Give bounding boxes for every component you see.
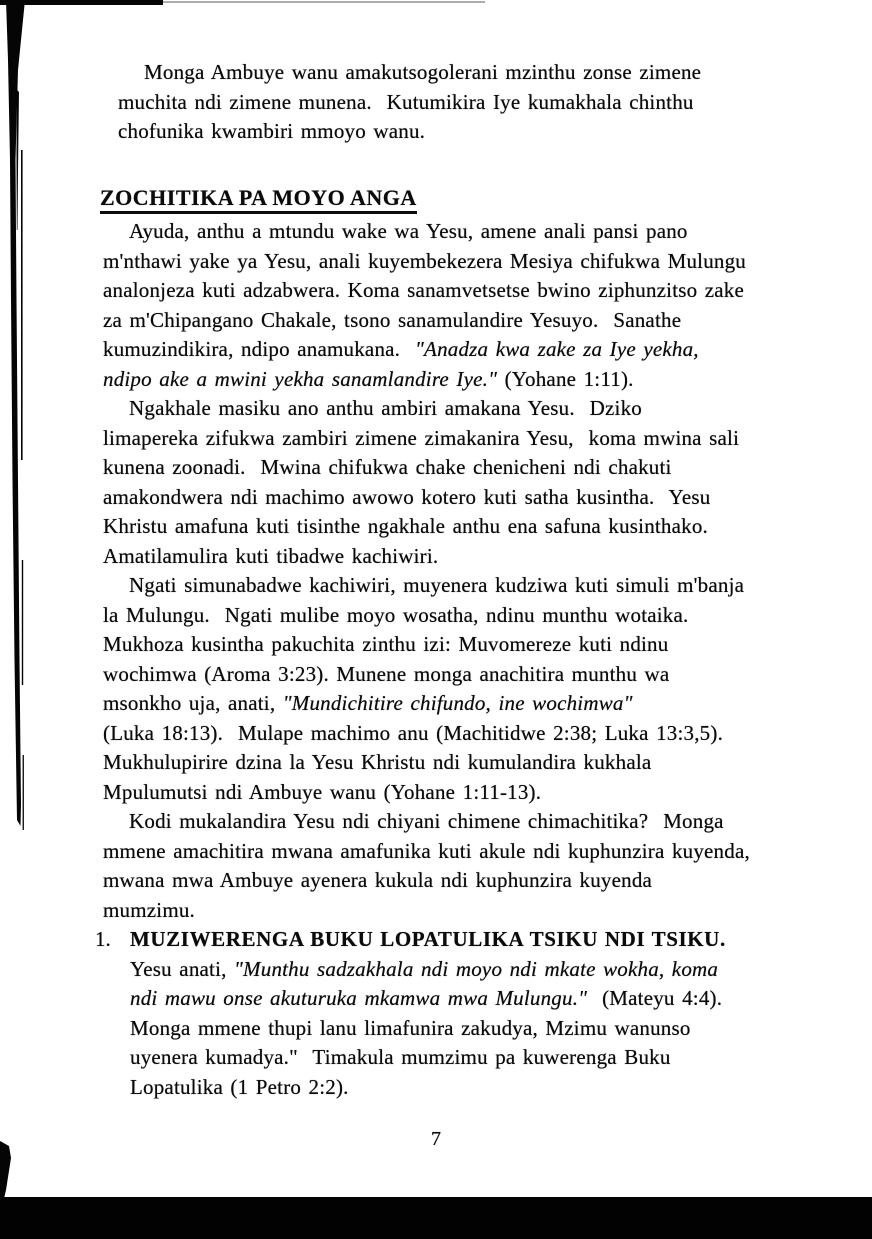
text-line bbox=[103, 306, 852, 336]
text-segment: mwana mwa Ambuye ayenera kukula ndi kuphunzira kuyenda bbox=[103, 868, 653, 892]
page-number: 7 bbox=[431, 1128, 441, 1150]
text-segment: m'nthawi yake ya Yesu, anali kuyembekezera Mesiya chifukwa Mulungu bbox=[103, 248, 746, 273]
text-line bbox=[103, 394, 852, 424]
text-line bbox=[118, 58, 852, 88]
text-segment: za m'Chipangano Chakale, tsono sanamulandire Yesuyo. Sanathe bbox=[103, 307, 682, 332]
text-line bbox=[118, 117, 852, 147]
text-segment: Yesu anati, bbox=[130, 956, 235, 981]
text-line bbox=[103, 453, 852, 483]
text-segment: msonkho uja, anati, bbox=[103, 691, 283, 715]
text-segment: amakondwera ndi machimo awowo kotero kuti satha kusintha. Yesu bbox=[103, 484, 711, 509]
text-segment: chofunika kwambiri mmoyo wanu. bbox=[118, 119, 426, 143]
text-line bbox=[130, 955, 852, 985]
text-line bbox=[103, 483, 852, 513]
section-heading-text: ZOCHITIKA PA MOYO ANGA bbox=[100, 185, 417, 214]
text-line bbox=[103, 276, 852, 306]
text-segment: (Yohane 1:11). bbox=[504, 366, 634, 391]
text-line bbox=[103, 689, 852, 719]
text-line bbox=[118, 88, 852, 118]
text-segment: muchita ndi zimene munena. Kutumikira Iye kumakhala chinthu bbox=[118, 89, 694, 114]
text-segment: analonjeza kuti adzabwera. Koma sanamvetsetse bwino ziphunzitso zake bbox=[103, 278, 745, 302]
text-line bbox=[103, 630, 852, 660]
text-segment: Kodi mukalandira Yesu ndi chiyani chimene chimachitika? Monga bbox=[129, 809, 724, 833]
text-line bbox=[130, 1043, 852, 1073]
list-item-number: 1. bbox=[95, 927, 111, 951]
text-line bbox=[103, 217, 852, 247]
text-line bbox=[103, 512, 852, 542]
text-segment: (Mateyu 4:4). bbox=[594, 986, 723, 1010]
text-segment: wochimwa (Aroma 3:23). Munene monga anachitira munthu wa bbox=[103, 661, 670, 686]
numbered-list-item bbox=[95, 925, 852, 1102]
text-line bbox=[103, 571, 852, 601]
paragraph bbox=[103, 571, 852, 807]
bottom-edge-scan-bar bbox=[0, 1197, 872, 1239]
text-segment: Khristu amafuna kuti tisinthe ngakhale anthu ena safuna kusinthako. bbox=[103, 514, 709, 538]
text-segment: (Luka 18:13). Mulape machimo anu (Machitidwe 2:38; Luka 13:3,5). bbox=[103, 720, 724, 745]
paragraph bbox=[118, 58, 852, 147]
text-line bbox=[103, 542, 852, 572]
text-segment: Ngakhale masiku ano anthu ambiri amakana Yesu. Dziko bbox=[129, 396, 642, 420]
text-line bbox=[103, 335, 852, 365]
text-line bbox=[103, 896, 852, 926]
text-segment: Amatilamulira kuti tibadwe kachiwiri. bbox=[103, 543, 439, 568]
text-segment: Monga mmene thupi lanu limafunira zakudya, Mzimu wanunso bbox=[130, 1015, 691, 1040]
scripture-quote-segment: "Anadza kwa zake za Iye yekha, bbox=[415, 337, 699, 361]
text-segment: Mukhoza kusintha pakuchita zinthu izi: Muvomereze kuti ndinu bbox=[103, 632, 669, 656]
text-segment: Mukhulupirire dzina la Yesu Khristu ndi kumulandira kukhala bbox=[103, 750, 652, 774]
text-segment: limapereka zifukwa zambiri zimene zimakanira Yesu, koma mwina sali bbox=[103, 425, 740, 450]
section-heading bbox=[100, 183, 852, 216]
text-line bbox=[103, 601, 852, 631]
list-item-body bbox=[130, 925, 852, 1102]
paragraph bbox=[103, 807, 852, 925]
text-segment: la Mulungu. Ngati mulibe moyo wosatha, ndinu munthu wotaika. bbox=[103, 602, 689, 627]
scripture-quote-segment: ndipo ake a mwini yekha sanamlandire Iye." bbox=[103, 366, 505, 391]
text-segment: Ngati simunabadwe kachiwiri, muyenera kudziwa kuti simuli m'banja bbox=[129, 573, 745, 597]
text-blocks bbox=[95, 58, 852, 1102]
scripture-quote-segment: ndi mawu onse akuturuka mkamwa mwa Mulungu." bbox=[130, 986, 595, 1010]
text-line bbox=[103, 837, 852, 867]
paragraph bbox=[103, 217, 852, 394]
text-line bbox=[103, 247, 852, 277]
text-segment: mumzimu. bbox=[103, 897, 196, 922]
text-segment: Mpulumutsi ndi Ambuye wanu (Yohane 1:11-13). bbox=[103, 779, 542, 804]
text-line bbox=[103, 748, 852, 778]
text-line bbox=[103, 778, 852, 808]
list-item-title: MUZIWERENGA BUKU LOPATULIKA TSIKU NDI TSIKU. bbox=[130, 927, 726, 951]
text-line bbox=[130, 1014, 852, 1044]
text-segment: uyenera kumadya." Timakula mumzimu pa kuwerenga Buku bbox=[130, 1045, 671, 1069]
top-edge-scan-line-faint bbox=[163, 1, 485, 3]
text-line bbox=[103, 424, 852, 454]
text-line bbox=[103, 719, 852, 749]
text-line bbox=[103, 660, 852, 690]
text-line bbox=[103, 807, 852, 837]
left-edge-scan-streak bbox=[0, 0, 30, 1239]
text-segment: Monga Ambuye wanu amakutsogolerani mzinthu zonse zimene bbox=[144, 60, 702, 84]
text-segment: kumuzindikira, ndipo anamukana. bbox=[103, 337, 416, 361]
scripture-quote-segment: "Mundichitire chifundo, ine wochimwa" bbox=[282, 691, 633, 715]
text-line bbox=[130, 984, 852, 1014]
text-line bbox=[130, 1073, 852, 1103]
text-segment: mmene amachitira mwana amafunika kuti akule ndi kuphunzira kuyenda, bbox=[103, 838, 750, 863]
text-segment: Ayuda, anthu a mtundu wake wa Yesu, amene anali pansi pano bbox=[129, 219, 688, 243]
text-segment: kunena zoonadi. Mwina chifukwa chake chenicheni ndi chakuti bbox=[103, 455, 672, 479]
scripture-quote-segment: "Munthu sadzakhala ndi moyo ndi mkate wokha, koma bbox=[234, 956, 719, 981]
text-segment: Lopatulika (1 Petro 2:2). bbox=[130, 1074, 349, 1099]
text-line bbox=[103, 365, 852, 395]
text-line bbox=[103, 866, 852, 896]
paragraph bbox=[103, 394, 852, 571]
